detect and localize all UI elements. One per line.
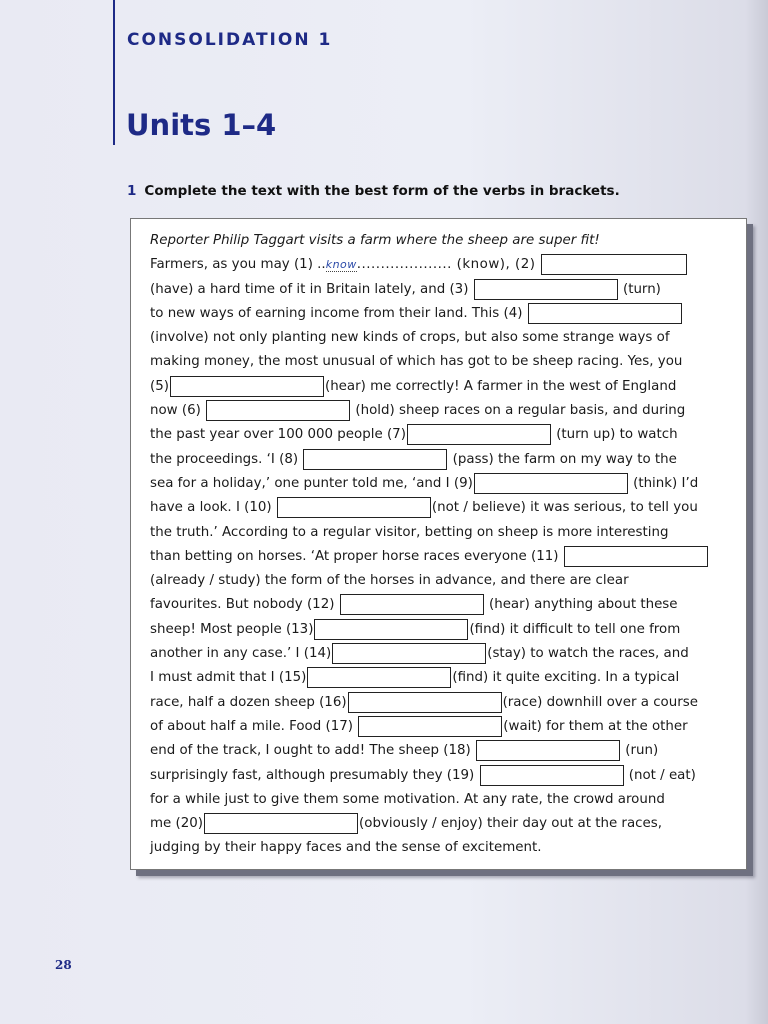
text-line	[150, 666, 740, 690]
answer-box-14[interactable]	[332, 643, 486, 664]
text-line	[150, 739, 740, 763]
text-line	[150, 423, 740, 447]
text-span: (run)	[625, 743, 659, 759]
text-span: .................... (know), (2)	[356, 257, 536, 273]
page-title: Units 1–4	[126, 108, 277, 142]
example-answer: know	[325, 258, 357, 272]
text-line: for a while just to give them some motivation. At any rate, the crowd around	[150, 791, 665, 807]
text-span: (turn up) to watch	[556, 427, 678, 443]
section-label: CONSOLIDATION 1	[127, 30, 333, 50]
text-span: (have) a hard time of it in Britain lately, and (3)	[150, 281, 469, 297]
text-span: have a look. I (10)	[150, 500, 272, 516]
text-span: than betting on horses. ‘At proper horse races everyone (11)	[150, 548, 559, 564]
text-line	[150, 278, 740, 302]
exercise-number: 1	[127, 183, 137, 199]
text-line	[150, 302, 740, 326]
text-line	[150, 764, 740, 788]
text-span: I must admit that I (15)	[150, 670, 307, 686]
text-span: to new ways of earning income from their land. This (4)	[150, 305, 523, 321]
text-line: making money, the most unusual of which has got to be sheep racing. Yes, you	[150, 354, 683, 370]
text-line	[150, 545, 740, 569]
text-line	[150, 472, 740, 496]
header-rule	[113, 0, 115, 145]
text-line: (involve) not only planting new kinds of crops, but also some strange ways of	[150, 330, 670, 346]
answer-box-18[interactable]	[476, 740, 620, 761]
answer-box-11[interactable]	[564, 546, 708, 567]
answer-box-7[interactable]	[407, 424, 551, 445]
text-span: another in any case.’ I (14)	[150, 646, 332, 662]
exercise-text	[150, 229, 740, 861]
exercise-panel	[130, 218, 747, 870]
text-span: (find) it quite exciting. In a typical	[452, 670, 680, 686]
text-span: the past year over 100 000 people (7)	[150, 427, 406, 443]
text-line	[150, 399, 740, 423]
text-line	[150, 715, 740, 739]
answer-box-6[interactable]	[206, 400, 350, 421]
text-line	[150, 618, 740, 642]
answer-box-15[interactable]	[307, 667, 451, 688]
page-number: 28	[55, 958, 72, 972]
text-line	[150, 448, 740, 472]
text-span: (not / eat)	[628, 767, 696, 783]
text-span: race, half a dozen sheep (16)	[150, 694, 347, 710]
text-span: (not / believe) it was serious, to tell you	[431, 500, 698, 516]
text-span: surprisingly fast, although presumably they (19)	[150, 767, 475, 783]
text-span: (stay) to watch the races, and	[487, 646, 689, 662]
text-span: of about half a mile. Food (17)	[150, 718, 353, 734]
answer-box-2[interactable]	[541, 254, 687, 275]
text-span: (hear) me correctly! A farmer in the west of England	[324, 378, 677, 394]
text-span: favourites. But nobody (12)	[150, 597, 335, 613]
text-line: the truth.’ According to a regular visitor, betting on sheep is more interesting	[150, 524, 669, 540]
lead-line: Reporter Philip Taggart visits a farm where the sheep are super fit!	[150, 233, 600, 248]
text-span: (obviously / enjoy) their day out at the races,	[359, 816, 662, 832]
answer-box-3[interactable]	[474, 279, 618, 300]
text-span: (hold) sheep races on a regular basis, and during	[355, 403, 686, 419]
text-line: judging by their happy faces and the sense of excitement.	[150, 840, 542, 856]
text-line	[150, 691, 740, 715]
text-span: end of the track, I ought to add! The sheep (18)	[150, 743, 471, 759]
answer-box-8[interactable]	[303, 449, 447, 470]
exercise-instruction	[127, 183, 620, 199]
text-line	[150, 642, 740, 666]
text-span: (hear) anything about these	[488, 597, 678, 613]
answer-box-17[interactable]	[358, 716, 502, 737]
instruction-text: Complete the text with the best form of the verbs in brackets.	[144, 183, 620, 199]
text-line	[150, 253, 740, 277]
answer-box-12[interactable]	[340, 594, 484, 615]
text-span: sea for a holiday,’ one punter told me, ‘and I (9)	[150, 475, 473, 491]
text-span: now (6)	[150, 403, 201, 419]
answer-box-10[interactable]	[277, 497, 431, 518]
text-line: (already / study) the form of the horses in advance, and there are clear	[150, 573, 629, 589]
text-line	[150, 593, 740, 617]
text-span: sheep! Most people (13)	[150, 621, 314, 637]
text-span: (wait) for them at the other	[503, 718, 688, 734]
answer-box-4[interactable]	[528, 303, 682, 324]
answer-box-5[interactable]	[170, 376, 324, 397]
text-line	[150, 375, 740, 399]
text-span: (turn)	[622, 281, 661, 297]
answer-box-13[interactable]	[314, 619, 468, 640]
text-span: me (20)	[150, 816, 204, 832]
text-line	[150, 496, 740, 520]
text-span: the proceedings. ‘I (8)	[150, 451, 299, 467]
text-span: (find) it difficult to tell one from	[469, 621, 681, 637]
answer-box-9[interactable]	[474, 473, 628, 494]
text-span: (pass) the farm on my way to the	[452, 451, 677, 467]
answer-box-20[interactable]	[204, 813, 358, 834]
answer-box-16[interactable]	[348, 692, 502, 713]
text-span: (race) downhill over a course	[502, 694, 698, 710]
text-line	[150, 812, 740, 836]
text-span: (think) I’d	[633, 475, 699, 491]
answer-box-19[interactable]	[480, 765, 624, 786]
text-span: (5)	[150, 378, 169, 394]
text-span: Farmers, as you may (1) ..	[150, 257, 326, 273]
